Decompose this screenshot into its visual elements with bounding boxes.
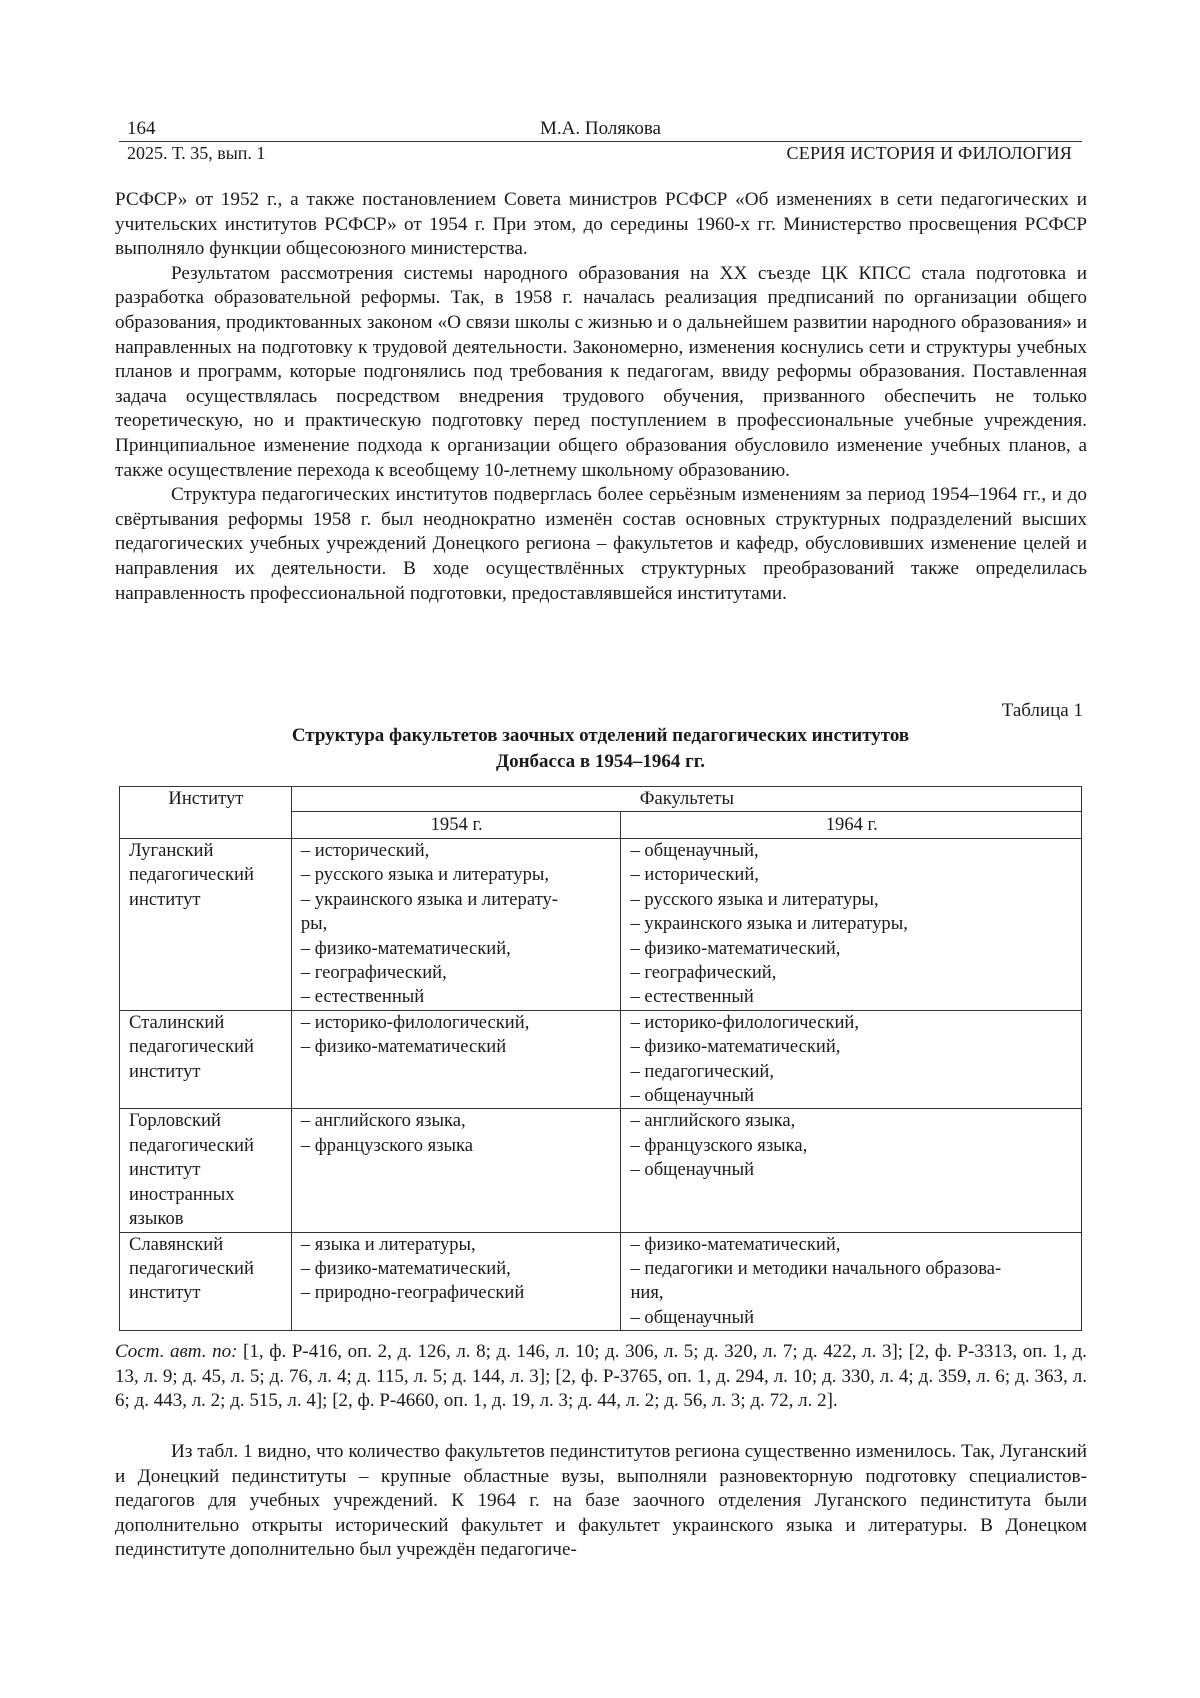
cell-line: – языка и литературы, xyxy=(300,1233,476,1255)
cell-line: институт xyxy=(129,1159,201,1181)
cell-line: – географический, xyxy=(630,962,777,984)
cell-line: языков xyxy=(129,1208,184,1230)
cell-line: – украинского языка и литерату- xyxy=(300,888,558,910)
cell-line: Луганский xyxy=(129,840,214,861)
table-label: Таблица 1 xyxy=(1001,700,1083,721)
cell-line: педагогический xyxy=(129,864,254,886)
cell-line: иностранных xyxy=(129,1183,235,1205)
cell-line: – физико-математический, xyxy=(300,1257,511,1279)
cell-line: педагогический xyxy=(129,1036,254,1058)
institute-cell xyxy=(120,1109,292,1232)
body-text-after-table xyxy=(115,1440,1087,1563)
cell-line: – физико-математический xyxy=(300,1036,507,1058)
cell-line: – английского языка, xyxy=(300,1110,466,1132)
cell-line: – физико-математический, xyxy=(630,1233,841,1255)
running-head-bottom-row xyxy=(119,142,1082,164)
table-caption xyxy=(119,723,1082,775)
source-note-lead: Сост. авт. по: xyxy=(115,1341,238,1362)
faculties-1964-cell xyxy=(621,1109,1082,1232)
paragraph: Структура педагогических институтов подверглась более серьёзным изменениям за период 1954–1964 гг., и до свёртывания реформы 1958 г. был неоднократно изменён состав основных структурных подразделений высших педагогических учебных учреждений Донецкого региона – факультетов и кафедр, обусловивших изменение целей и направления их деятельности. В ходе осуществлённых структурных преобразований также определилась направленность профессиональной подготовки, предоставлявшейся институтами. xyxy=(115,484,1087,604)
cell-line: – педагогики и методики начального образова- xyxy=(630,1257,1002,1279)
table-row xyxy=(120,839,1082,1011)
cell-line: – русского языка и литературы, xyxy=(300,864,550,886)
cell-line: ры, xyxy=(300,913,328,935)
cell-line: – общенаучный, xyxy=(630,840,759,861)
cell-line: Сталинский xyxy=(129,1011,225,1033)
paragraph: РСФСР» от 1952 г., а также постановлением Совета министров РСФСР «Об изменениях в сети педагогических и учительских институтов РСФСР» от 1954 г. При этом, до середины 1960-х гг. Министерство просвещения РСФСР выполняло функции общесоюзного министерства. xyxy=(115,189,1087,260)
cell-line: институт xyxy=(129,888,201,910)
page-number: 164 xyxy=(127,118,156,139)
faculties-table xyxy=(119,786,1082,1331)
table-row xyxy=(120,1232,1082,1331)
table-caption-line: Донбасса в 1954–1964 гг. xyxy=(496,751,705,772)
cell-line: ния, xyxy=(630,1282,664,1304)
cell-line: – географический, xyxy=(300,962,447,984)
table-header-row xyxy=(120,787,1082,812)
cell-line: – физико-математический, xyxy=(630,1036,841,1058)
cell-line: – физико-математический, xyxy=(300,937,511,959)
table-caption-line: Структура факультетов заочных отделений педагогических институтов xyxy=(291,725,910,746)
paragraph: Результатом рассмотрения системы народного образования на XX съезде ЦК КПСС стала подготовка и разработка образовательной реформы. Так, в 1958 г. началась реализация предписаний по организации общего образования, продиктованных законом «О связи школы с жизнью и о дальнейшем развитии народного образования» и направленных на подготовку к трудовой деятельности. Закономерно, изменения коснулись сети и структуры учебных планов и программ, которые подгонялись под требования к педагогам, ввиду реформы образования. Поставленная задача осуществлялась посредством внедрения трудового обучения, призванного обеспечить не только теоретическую, но и практическую подготовку перед поступлением в профессиональные учебные учреждения. Принципиальное изменение подхода к организации общего образования обусловило изменение учебных планов, а также осуществление перехода к всеобщему 10-летнему школьному образованию. xyxy=(115,262,1087,481)
faculties-1964-cell xyxy=(621,839,1082,1011)
table-row xyxy=(120,1109,1082,1232)
body-text-before-table xyxy=(115,188,1087,606)
cell-line: – французского языка xyxy=(300,1134,474,1156)
faculties-1954-cell xyxy=(291,1232,621,1331)
institute-cell xyxy=(120,839,292,1011)
faculties-1954-cell xyxy=(291,1010,621,1109)
cell-line: – общенаучный xyxy=(630,1159,755,1181)
author-name: М.А. Полякова xyxy=(540,118,661,139)
cell-line: педагогический xyxy=(129,1134,254,1156)
journal-series: СЕРИЯ ИСТОРИЯ И ФИЛОЛОГИЯ xyxy=(786,143,1072,163)
cell-line: – общенаучный xyxy=(630,1085,755,1107)
table-body xyxy=(120,839,1082,1331)
journal-issue: 2025. Т. 35, вып. 1 xyxy=(127,143,266,163)
cell-line: институт xyxy=(129,1282,201,1304)
cell-line: – исторический, xyxy=(630,864,759,886)
cell-line: – общенаучный xyxy=(630,1306,755,1328)
header-year-1954: 1954 г. xyxy=(291,812,621,839)
institute-cell xyxy=(120,1232,292,1331)
cell-line: – исторический, xyxy=(300,840,430,861)
table-source-note xyxy=(115,1340,1087,1414)
cell-line: Славянский xyxy=(129,1233,224,1255)
cell-line: институт xyxy=(129,1060,201,1082)
cell-line: – английского языка, xyxy=(630,1110,796,1132)
cell-line: – французского языка, xyxy=(630,1134,808,1156)
cell-line: – естественный xyxy=(630,986,754,1008)
header-faculties: Факультеты xyxy=(291,787,1081,812)
faculties-1964-cell xyxy=(621,1232,1082,1331)
cell-line: педагогический xyxy=(129,1257,254,1279)
paragraph: Из табл. 1 видно, что количество факультетов пединститутов региона существенно изменилось. Так, Луганский и Донецкий пединституты – крупные областные вузы, выполняли разновекторную подготовку специалистов-педагогов для учебных учреждений. К 1964 г. на базе заочного отделения Луганского пединститута были дополнительно открыты исторический факультет и факультет украинского языка и литературы. В Донецком пединституте дополнительно был учреждён педагогиче- xyxy=(115,1441,1087,1561)
cell-line: – естественный xyxy=(300,986,425,1008)
running-head xyxy=(119,118,1082,164)
faculties-1964-cell xyxy=(621,1010,1082,1109)
cell-line: Горловский xyxy=(129,1110,221,1132)
cell-line: – физико-математический, xyxy=(630,937,841,959)
cell-line: – русского языка и литературы, xyxy=(630,888,879,910)
cell-line: – историко-филологический, xyxy=(630,1011,859,1033)
table-row xyxy=(120,1010,1082,1109)
header-year-1964: 1964 г. xyxy=(621,812,1082,839)
cell-line: – педагогический, xyxy=(630,1060,775,1082)
institute-cell xyxy=(120,1010,292,1109)
faculties-1954-cell xyxy=(291,1109,621,1232)
cell-line: – историко-филологический, xyxy=(300,1011,530,1033)
header-institute: Институт xyxy=(120,787,292,839)
cell-line: – украинского языка и литературы, xyxy=(630,913,908,935)
faculties-1954-cell xyxy=(291,839,621,1011)
running-head-top-row xyxy=(119,118,1082,140)
source-note-text: [1, ф. Р-416, оп. 2, д. 126, л. 8; д. 146, л. 10; д. 306, л. 5; д. 320, л. 7; д. 422, л. 3]; [2, ф. Р-3313, оп. 1, д. 13, л. 9; д. 45, л. 5; д. 76, л. 4; д. 115, л. 5; д. 144, л. 3]; [2, ф. Р-3765, оп. 1, д. 294, л. 10; д. 330, л. 4; д. 359, л. 6; д. 363, л. 6; д. 443, л. 2; д. 515, л. 4]; [2, ф. Р-4660, оп. 1, д. 19, л. 3; д. 44, л. 2; д. 56, л. 3; д. 72, л. 2]. xyxy=(115,1341,1088,1412)
cell-line: – природно-географический xyxy=(300,1282,525,1304)
